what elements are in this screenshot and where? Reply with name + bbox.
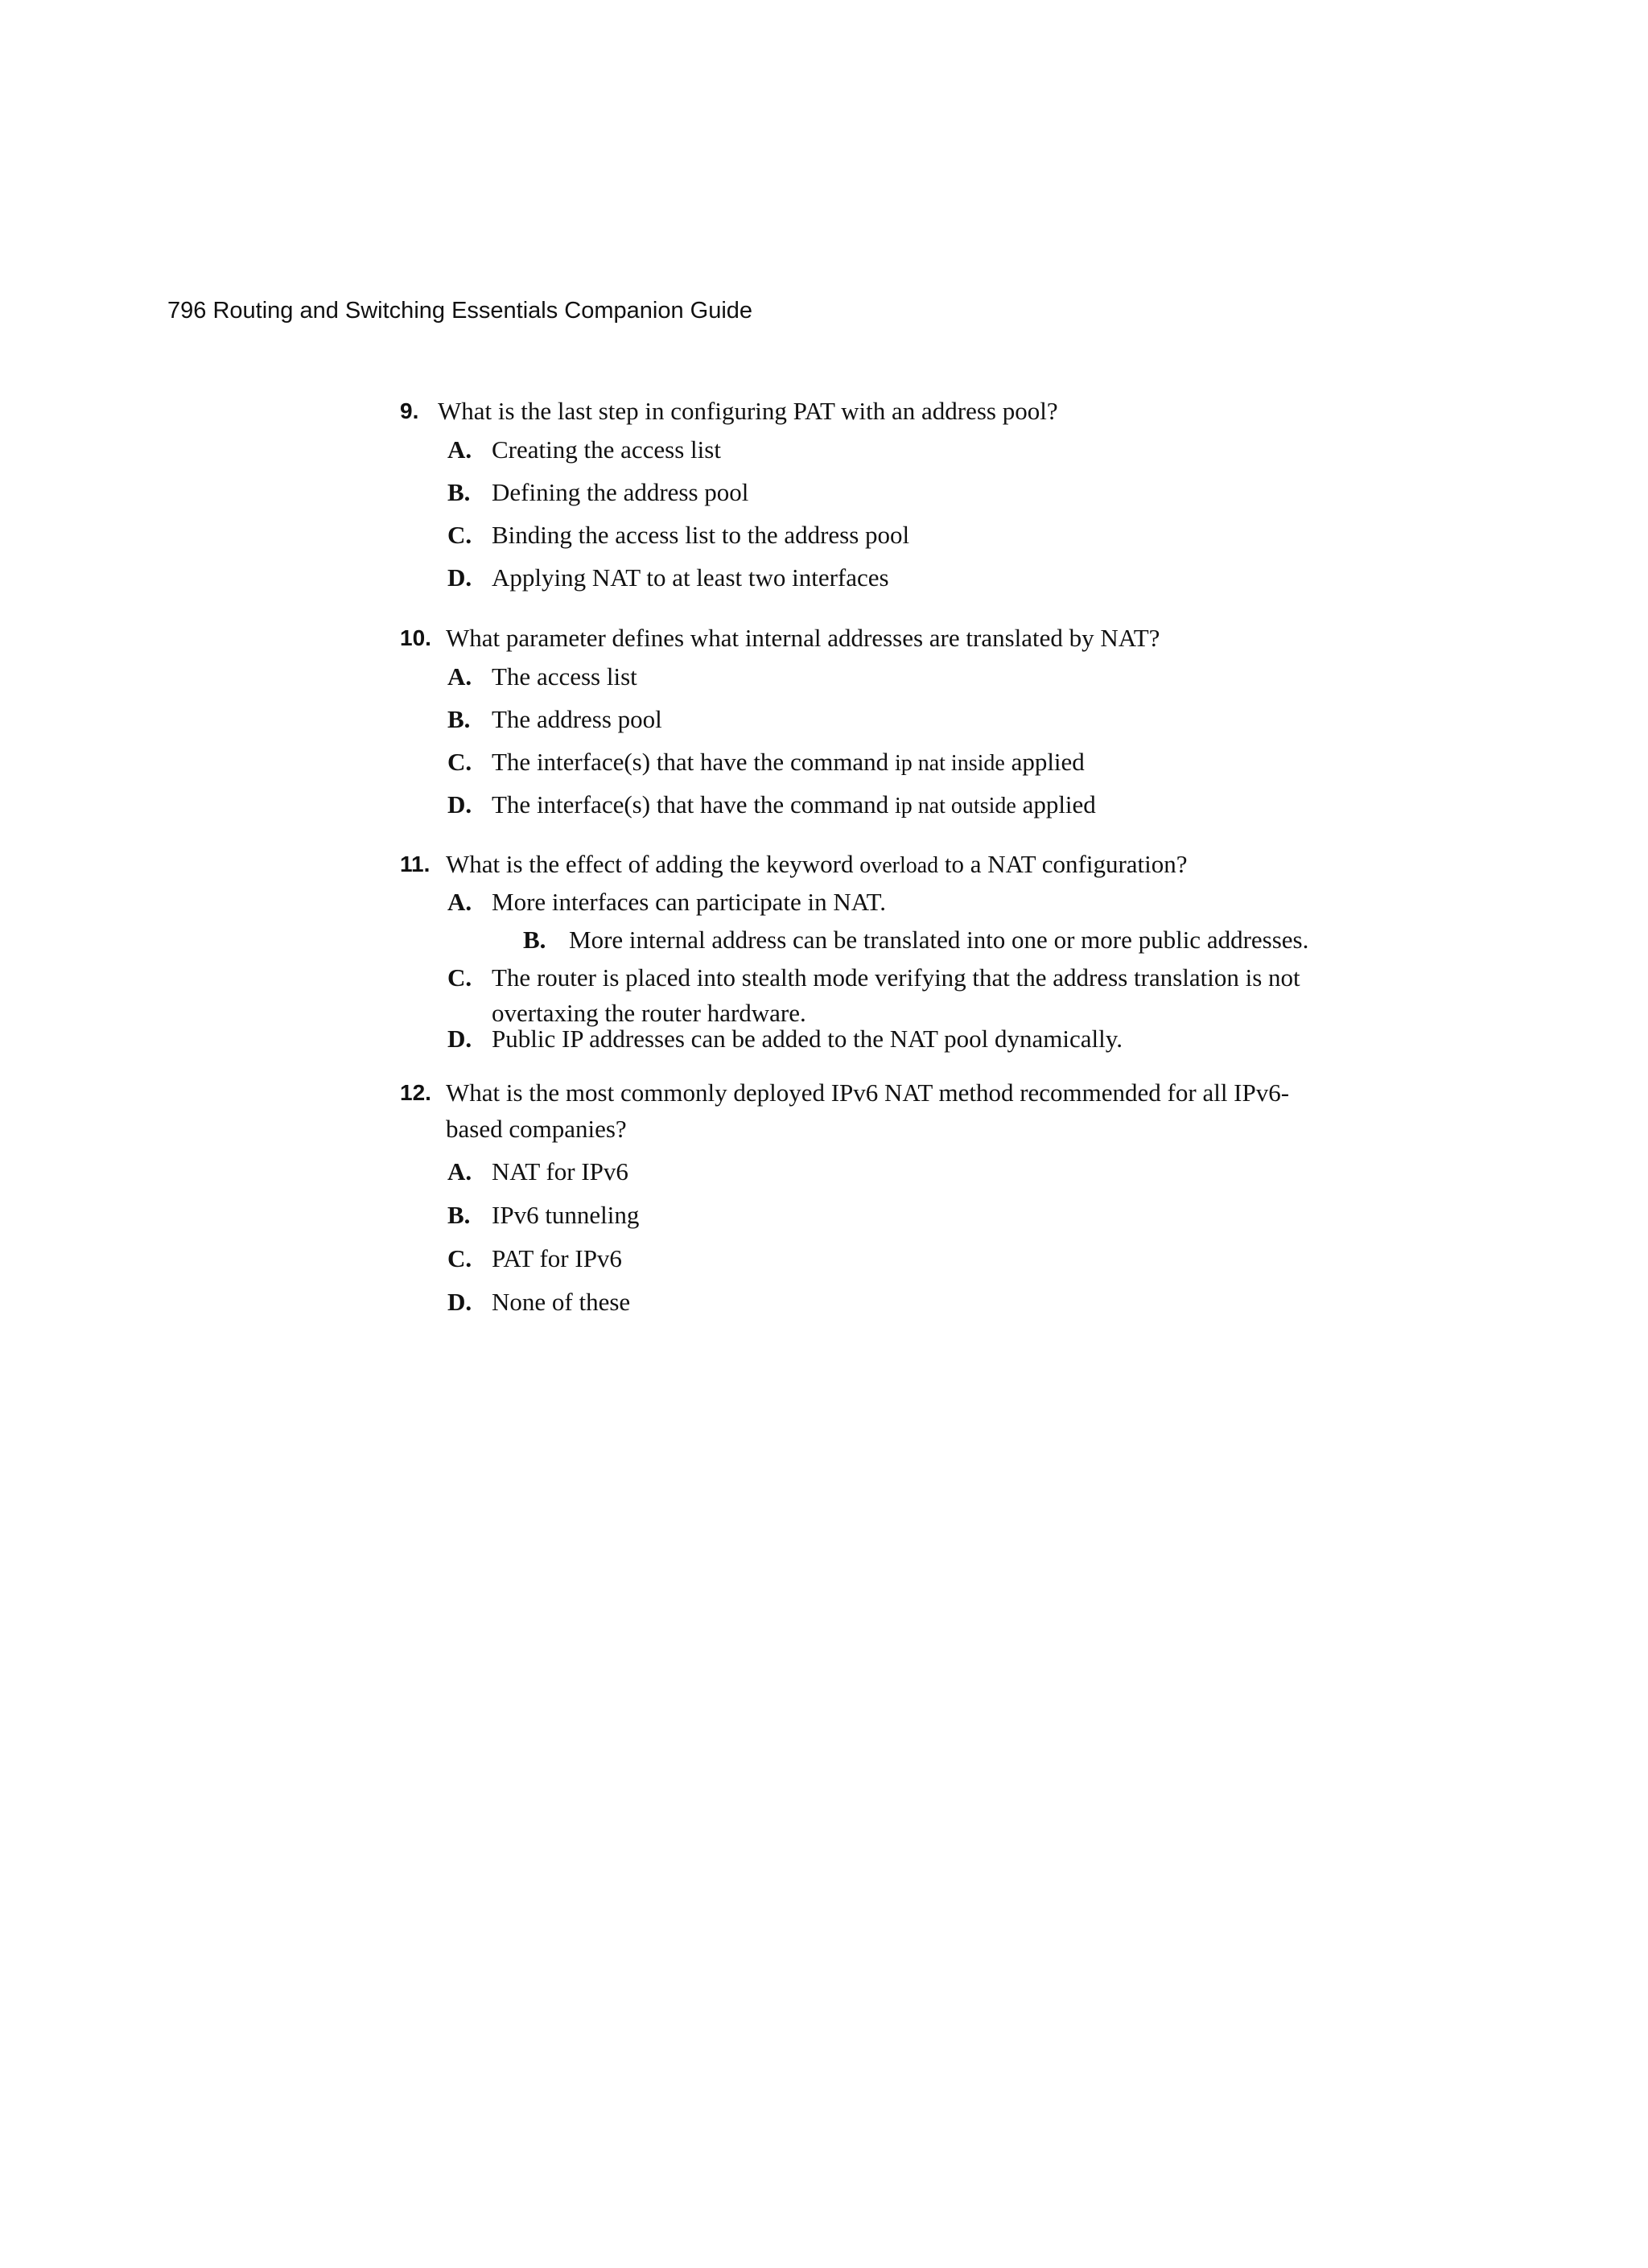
option-text: Binding the access list to the address pool	[492, 521, 910, 549]
option-letter: C.	[447, 1244, 472, 1272]
option-letter: D.	[447, 790, 472, 819]
option-letter: B.	[447, 478, 471, 506]
option-letter: A.	[447, 1157, 472, 1186]
option-text	[492, 790, 1096, 822]
question-text	[446, 849, 1188, 881]
question-text: What parameter defines what internal addresses are translated by NAT?	[446, 624, 1160, 652]
option-text	[492, 747, 1085, 779]
option-text: NAT for IPv6	[492, 1157, 628, 1186]
question-text-before: What is the effect of adding the keyword	[446, 850, 860, 878]
question-number: 11.	[400, 852, 431, 876]
option-letter: C.	[447, 963, 472, 992]
option-letter: C.	[447, 748, 472, 776]
option-letter: D.	[447, 1288, 472, 1316]
option-text: More internal address can be translated into one or more public addresses.	[569, 926, 1309, 954]
option-letter: B.	[523, 926, 546, 954]
option-letter: A.	[447, 435, 472, 464]
option-letter: C.	[447, 521, 472, 549]
option-text-before: The interface(s) that have the command	[492, 790, 895, 819]
running-head: 796 Routing and Switching Essentials Companion Guide	[167, 298, 753, 324]
option-text: Applying NAT to at least two interfaces	[492, 563, 889, 592]
option-text: None of these	[492, 1288, 631, 1316]
option-letter: B.	[447, 705, 471, 733]
keyword-code: overload	[859, 853, 939, 878]
command-code: ip nat outside	[894, 794, 1016, 819]
option-text-before: The interface(s) that have the command	[492, 748, 895, 776]
question-text: What is the last step in configuring PAT with an address pool?	[438, 397, 1058, 425]
option-letter: D.	[447, 1025, 472, 1053]
option-letter: A.	[447, 662, 472, 691]
option-text: Public IP addresses can be added to the NAT pool dynamically.	[492, 1025, 1123, 1053]
option-text-after: applied	[1016, 790, 1096, 819]
option-text-after: applied	[1004, 748, 1085, 776]
option-letter: A.	[447, 888, 472, 916]
option-text: Defining the address pool	[492, 478, 749, 506]
question-number: 9.	[400, 398, 419, 423]
question-text: What is the most commonly deployed IPv6 NAT method recommended for all IPv6-	[446, 1078, 1290, 1107]
question-number: 12.	[400, 1080, 431, 1105]
option-text: PAT for IPv6	[492, 1244, 622, 1272]
option-text: The router is placed into stealth mode verifying that the address translation is not	[492, 963, 1300, 992]
option-text: More interfaces can participate in NAT.	[492, 888, 887, 916]
option-text-continued: overtaxing the router hardware.	[492, 999, 806, 1027]
option-text: Creating the access list	[492, 435, 721, 464]
question-number: 10.	[400, 625, 431, 650]
question-text-continued: based companies?	[446, 1115, 627, 1143]
option-letter: D.	[447, 563, 472, 592]
question-text-after: to a NAT configuration?	[938, 850, 1188, 878]
option-letter: B.	[447, 1201, 471, 1229]
option-text: The access list	[492, 662, 637, 691]
option-text: The address pool	[492, 705, 662, 733]
option-text: IPv6 tunneling	[492, 1201, 640, 1229]
command-code: ip nat inside	[894, 751, 1005, 776]
